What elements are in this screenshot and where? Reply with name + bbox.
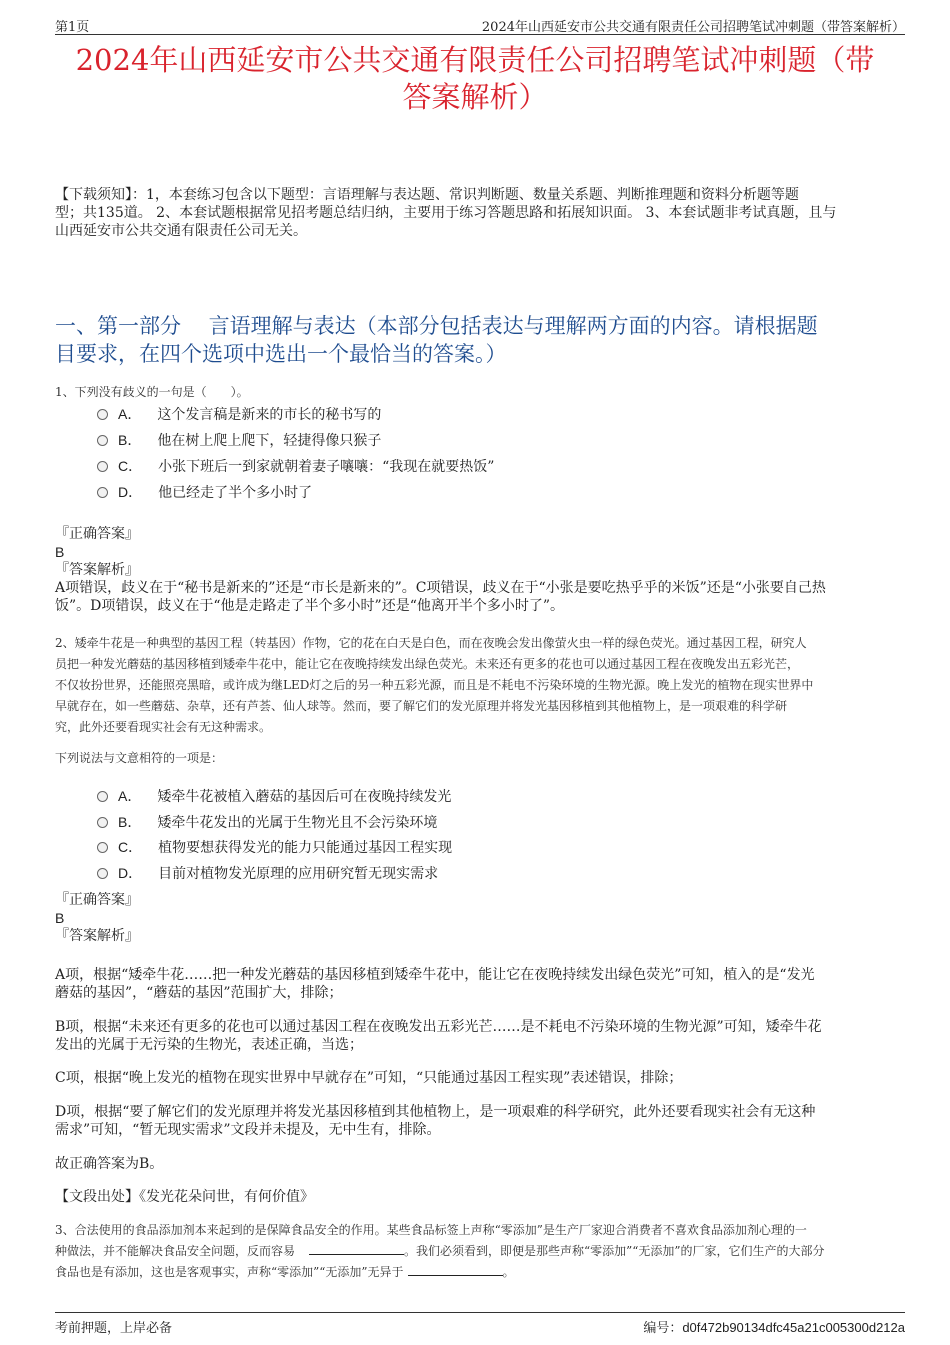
question-1-stem: 1、下列没有歧义的一句是（ ）。 — [55, 385, 249, 399]
title-line-1: 2024年山西延安市公共交通有限责任公司招聘笔试冲刺题（带 — [75, 43, 875, 77]
analysis-label: 『答案解析』 — [55, 562, 139, 578]
notice-line-2: 型；共135道。 2、本套试题根据常见招考题总结归纳，主要用于练习答题思路和拓展知识面。 3、本套试题非考试真题，且与 — [55, 205, 837, 221]
question-2-option-d[interactable]: D． 目前对植物发光原理的应用研究暂无现实需求 — [97, 864, 438, 883]
footer-code: 编号：d0f472b90134dfc45a21c005300d212a — [643, 1320, 905, 1336]
radio-icon[interactable] — [97, 842, 108, 853]
question-2-analysis-a: A项，根据“矮牵牛花……把一种发光蘑菇的基因移植到矮牵牛花中，能让它在夜晚持续发出绿色荧光”可知，植入的是“发光 蘑菇的基因”，“蘑菇的基因”范围扩大，排除； — [55, 967, 815, 1001]
analysis-label: 『答案解析』 — [55, 928, 139, 944]
question-2-option-c[interactable]: C． 植物要想获得发光的能力只能通过基因工程实现 — [97, 838, 452, 857]
question-1-option-d[interactable]: D． 他已经走了半个多小时了 — [97, 483, 312, 502]
question-2-answer: B — [55, 910, 65, 926]
question-2-analysis-c: C项，根据“晚上发光的植物在现实世界中早就存在”可知，“只能通过基因工程实现”表述错误，排除； — [55, 1070, 683, 1086]
question-2-analysis-b: B项，根据“未来还有更多的花也可以通过基因工程在夜晚发出五彩光芒……是不耗电不污染环境的生物光源”可知，矮牵牛花 发出的光属于无污染的生物光，表述正确，当选； — [55, 1019, 822, 1053]
radio-icon[interactable] — [97, 487, 108, 498]
notice-line-3: 山西延安市公共交通有限责任公司无关。 — [55, 223, 307, 239]
radio-icon[interactable] — [97, 868, 108, 879]
download-notice — [55, 186, 905, 240]
question-2-passage: 2、矮牵牛花是一种典型的基因工程（转基因）作物，它的花在白天是白色，而在夜晚会发出像萤火虫一样的绿色荧光。通过基因工程，研究人 员把一种发光蘑菇的基因移植到矮牵牛花中，能让它在夜晚持续发出绿色荧光。未来还有更多的花也可以通过基因工程在夜晚发出五彩光芒， 不仅妆扮世界，还能照亮黑暗，或许成为继LED灯之后的另一种五彩光源，而且是不耗电不污染环境的生物光源。晚上发光的植物在现实世界中 早就存在，如一些蘑菇、杂草，还有芦荟、仙人球等。然而，要了解它们的发光原理并将发光基因移植到其他植物上，是一项艰难的科学研 究，此外还要看现实社会有无这种需求。 — [55, 636, 814, 734]
question-1-analysis-line-2: 饭”。D项错误，歧义在于“他是走路走了半个多小时”还是“他离开半个多小时了”。 — [55, 598, 565, 614]
section-heading-line-1: 一、第一部分 言语理解与表达（本部分包括表达与理解两方面的内容。请根据题 — [55, 314, 818, 338]
question-2-answer-block — [55, 891, 905, 945]
question-2-conclusion: 故正确答案为B。 — [55, 1156, 164, 1172]
question-1-option-c[interactable]: C． 小张下班后一到家就朝着妻子嚷嚷：“我现在就要热饭” — [97, 457, 494, 476]
radio-icon[interactable] — [97, 461, 108, 472]
radio-icon[interactable] — [97, 817, 108, 828]
fill-blank-2[interactable] — [408, 1263, 503, 1276]
page-number: 第1页 — [55, 20, 90, 35]
radio-icon[interactable] — [97, 435, 108, 446]
footer-slogan: 考前押题，上岸必备 — [55, 1321, 173, 1336]
question-2-analysis-d: D项，根据“要了解它们的发光原理并将发光基因移植到其他植物上，是一项艰难的科学研究，此外还要看现实社会有无这种 需求”可知，“暂无现实需求”文段并未提及，无中生有，排除。 — [55, 1104, 816, 1138]
section-heading — [55, 312, 900, 368]
title-line-2: 答案解析） — [402, 80, 548, 114]
question-2-option-b[interactable]: B． 矮牵牛花发出的光属于生物光且不会污染环境 — [97, 813, 437, 832]
question-1-option-a[interactable]: A． 这个发言稿是新来的市长的秘书写的 — [97, 405, 381, 424]
correct-answer-label: 『正确答案』 — [55, 526, 139, 542]
question-2-source: 【文段出处】《发光花朵问世，有何价值》 — [55, 1189, 314, 1205]
correct-answer-label: 『正确答案』 — [55, 892, 139, 908]
page-header — [55, 0, 905, 35]
question-1-answer: B — [55, 544, 65, 560]
radio-icon[interactable] — [97, 791, 108, 802]
notice-line-1: 【下载须知】：1，本套练习包含以下题型：言语理解与表达题、常识判断题、数量关系题、判断推理题和资料分析题等题 — [55, 187, 799, 203]
page-footer — [55, 1312, 905, 1337]
fill-blank-1[interactable] — [309, 1242, 404, 1255]
question-1-answer-block — [55, 525, 905, 615]
question-1-option-b[interactable]: B． 他在树上爬上爬下，轻捷得像只猴子 — [97, 431, 381, 450]
header-doc-title: 2024年山西延安市公共交通有限责任公司招聘笔试冲刺题（带答案解析） — [481, 20, 905, 35]
question-2-stem: 下列说法与文意相符的一项是： — [55, 751, 224, 765]
question-2-option-a[interactable]: A． 矮牵牛花被植入蘑菇的基因后可在夜晚持续发光 — [97, 787, 451, 806]
document-title — [50, 42, 900, 116]
radio-icon[interactable] — [97, 409, 108, 420]
question-1-analysis-line-1: A项错误，歧义在于“秘书是新来的”还是“市长是新来的”。C项错误，歧义在于“小张是要吃热乎乎的米饭”还是“小张要自己热 — [55, 580, 826, 596]
section-heading-line-2: 目要求，在四个选项中选出一个最恰当的答案。） — [55, 342, 507, 366]
question-3-stem: 3、合法使用的食品添加剂本来起到的是保障食品安全的作用。某些食品标签上声称“零添加”是生产厂家迎合消费者不喜欢食品添加剂心理的一 种做法，并不能解决食品安全问题，反而容易 。我们必须看到，即便是那些声称“零添加”“无添加”的厂家，它们生产的大部分 食品也是有添加，这也是客观事实，声称“零添加”“无添加”无异于 。 — [55, 1223, 825, 1279]
